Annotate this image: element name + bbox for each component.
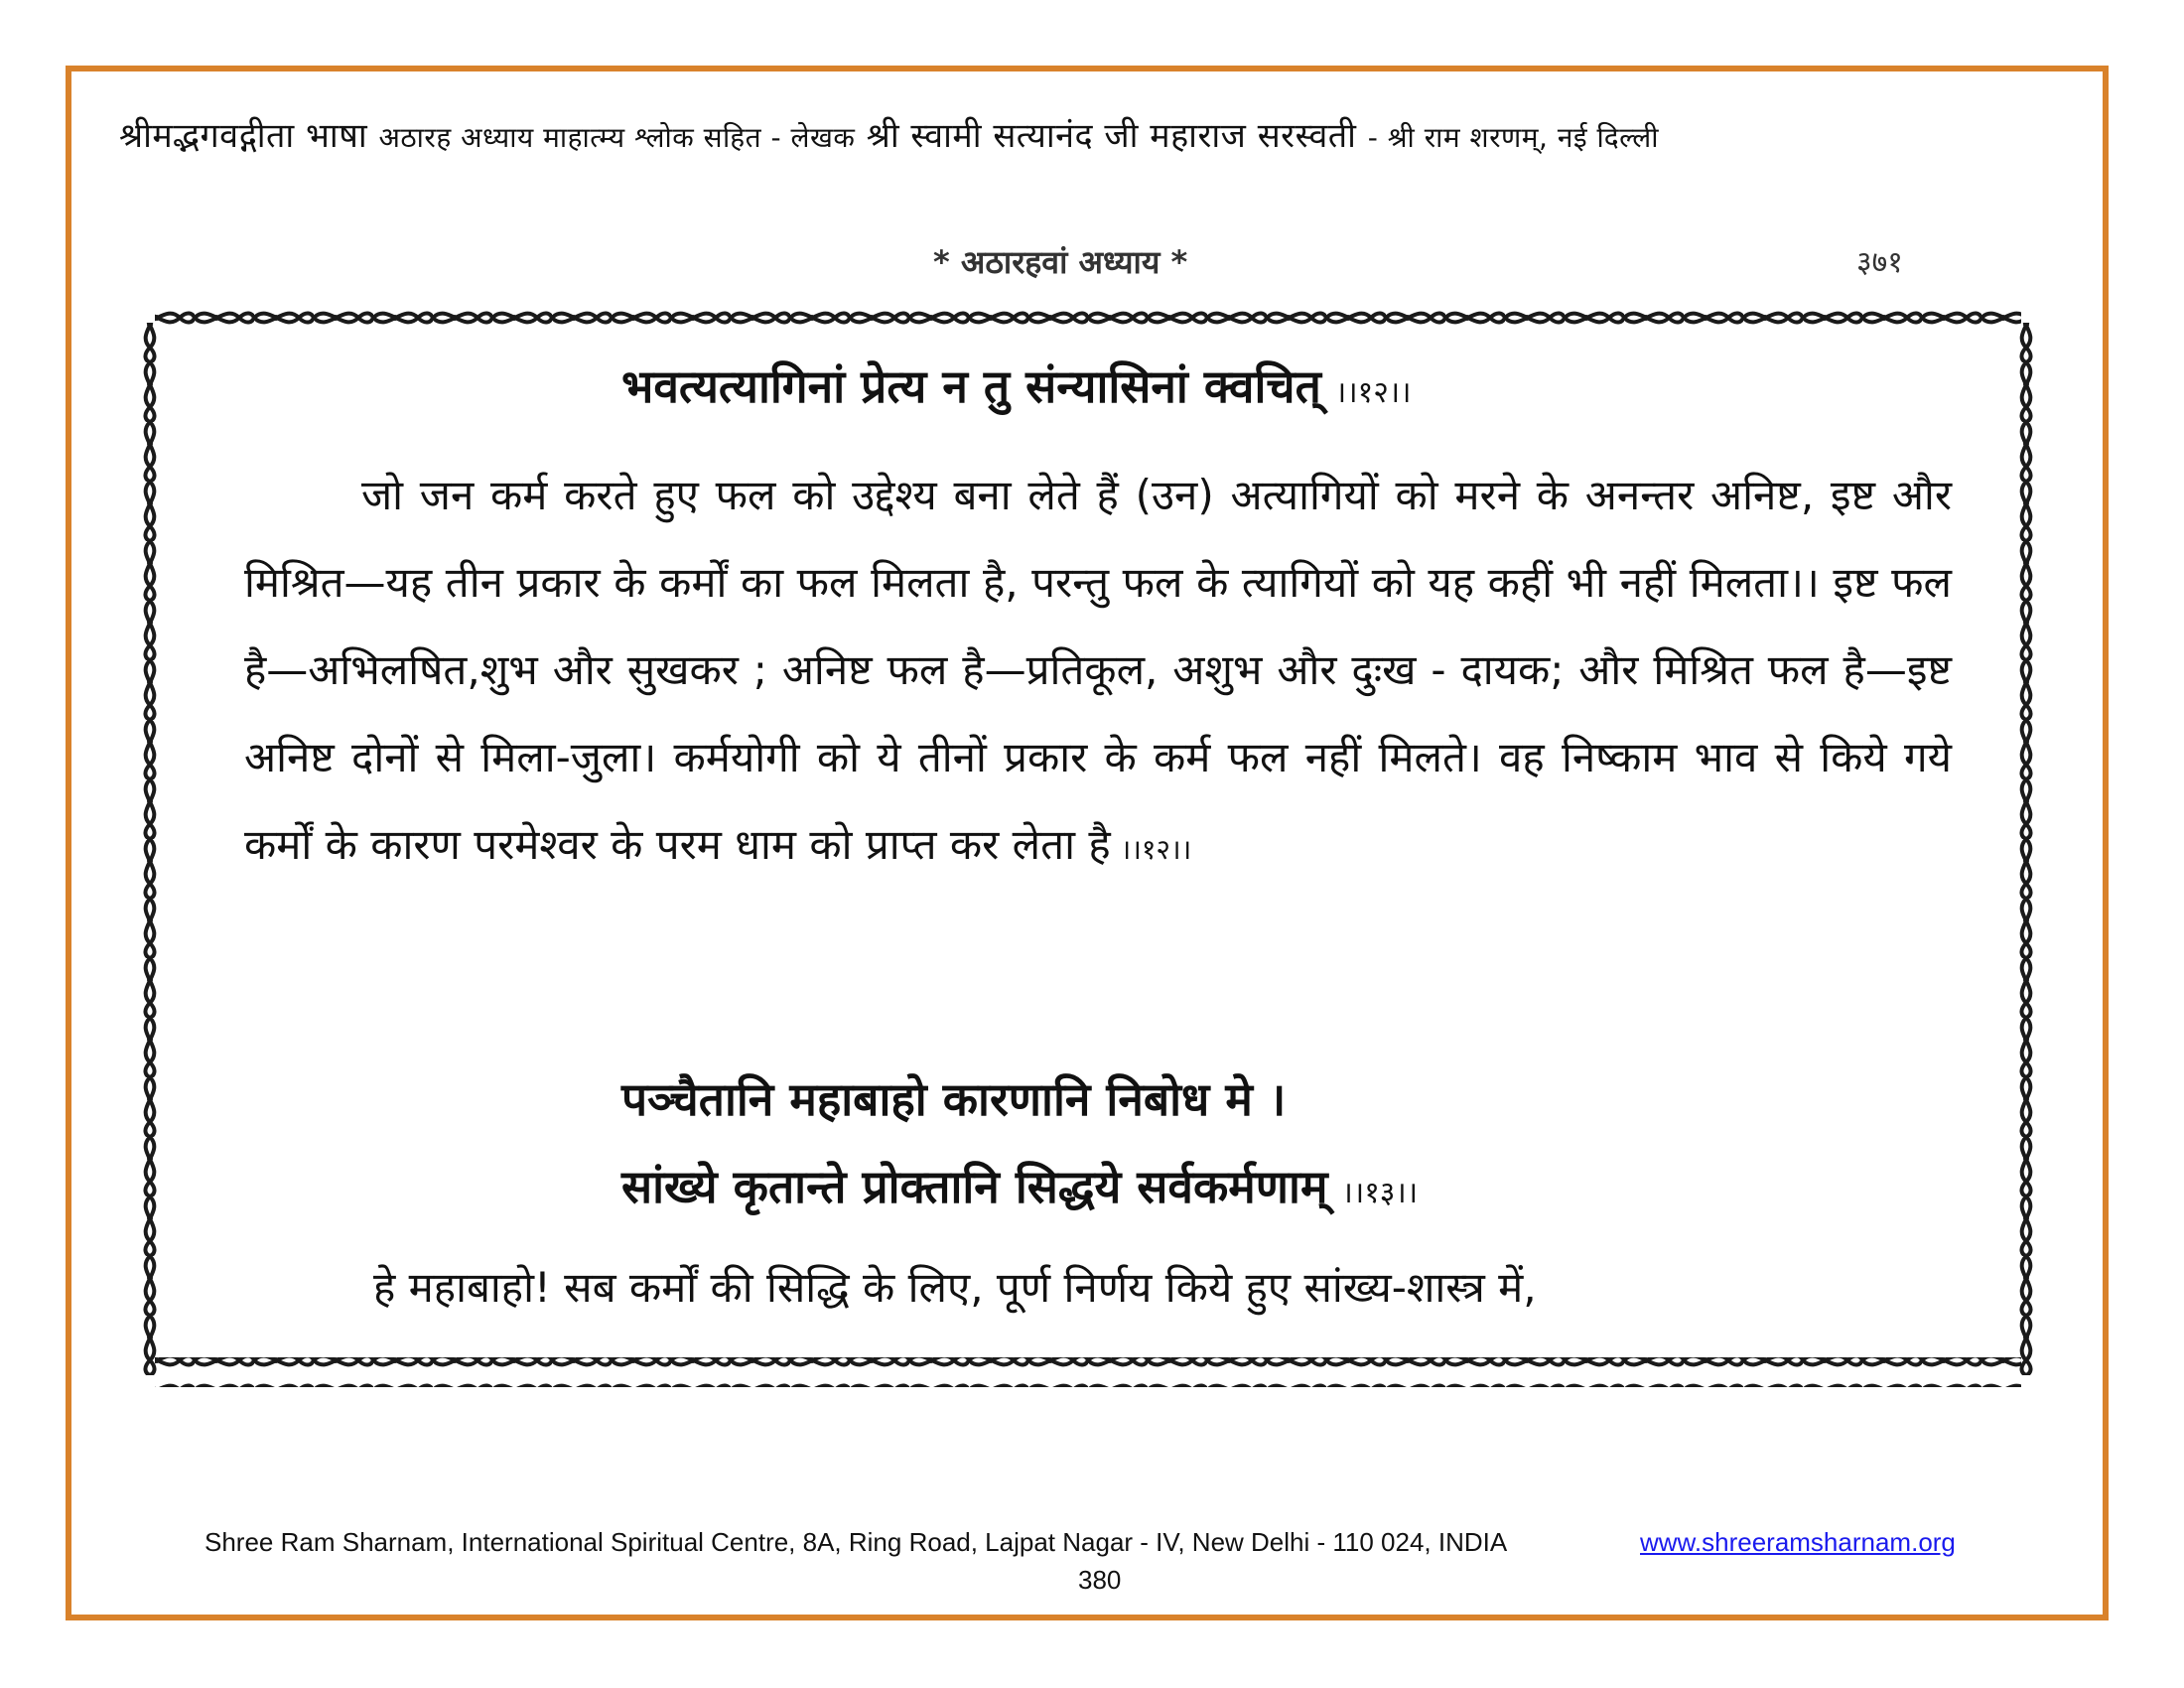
border-left <box>137 323 167 1375</box>
verse-13-text: सांख्ये कृतान्ते प्रोक्तानि सिद्धये सर्वकर्मणाम् <box>621 1160 1328 1213</box>
verse-13-line-2 <box>621 1155 1418 1216</box>
prose-verse-12 <box>244 452 1952 894</box>
prose-12-number: ।।१२।। <box>1120 833 1192 866</box>
header-title-subtitle: अठारह अध्याय माहात्म्य श्लोक सहित - लेखक <box>378 121 856 154</box>
footer-website-link[interactable]: www.shreeramsharnam.org <box>1640 1527 1956 1557</box>
page-header <box>119 111 2085 157</box>
footer-page-number: 380 <box>1078 1565 1122 1595</box>
border-top <box>155 305 2021 335</box>
border-bottom <box>155 1357 2021 1387</box>
header-title-author: श्री स्वामी सत्यानंद जी महाराज सरस्वती <box>866 116 1357 156</box>
ornate-text-box <box>135 303 2041 1395</box>
prose-12-text: जो जन कर्म करते हुए फल को उद्देश्य बना लेते हैं (उन) अत्यागियों को मरने के अनन्तर अनिष्ट, इष्ट और मिश्रित—यह तीन प्रकार के कर्मों का फल मिलता है, परन्तु फल के त्यागियों को यह कहीं भी नहीं मिलता।। इष्ट फल है—अभिलषित,शुभ और सुखकर ; अनिष्ट फल है—प्रतिकूल, अशुभ और दुःख - दायक; और मिश्रित फल है—इष्ट अनिष्ट दोनों से मिला-जुला। कर्मयोगी को ये तीनों प्रकार के कर्म फल नहीं मिलते। वह निष्काम भाव से किये गये कर्मों के कारण परमेश्वर के परम धाम को प्राप्त कर लेता है <box>244 471 1952 869</box>
footer-address: Shree Ram Sharnam, International Spiritual Centre, 8A, Ring Road, Lajpat Nagar - IV, New Delhi - 110 024, INDIA <box>205 1527 1508 1557</box>
header-title-gita: श्रीमद्भगवद्गीता भाषा <box>119 116 368 156</box>
verse-12-number: ।।१२।। <box>1334 375 1412 410</box>
verse-13-line-1: पञ्चैतानि महाबाहो कारणानि निबोध मे । <box>621 1072 1287 1126</box>
verse-12-line <box>621 354 1412 416</box>
prose-verse-13-start: हे महाबाहो! सब कर्मों की सिद्धि के लिए, पूर्ण निर्णय किये हुए सांख्य-शास्त्र में, <box>373 1263 1537 1312</box>
header-title-publisher: - श्री राम शरणम्, नई दिल्ली <box>1367 121 1660 154</box>
verse-12-text: भवत्यत्यागिनां प्रेत्य न तु संन्यासिनां क्वचित् <box>621 359 1321 413</box>
border-right <box>2003 323 2033 1375</box>
scan-page-number: ३७१ <box>1856 245 1903 280</box>
chapter-heading: * अठारहवां अध्याय * <box>933 243 1188 281</box>
verse-13-number: ।।१३।। <box>1341 1176 1419 1210</box>
